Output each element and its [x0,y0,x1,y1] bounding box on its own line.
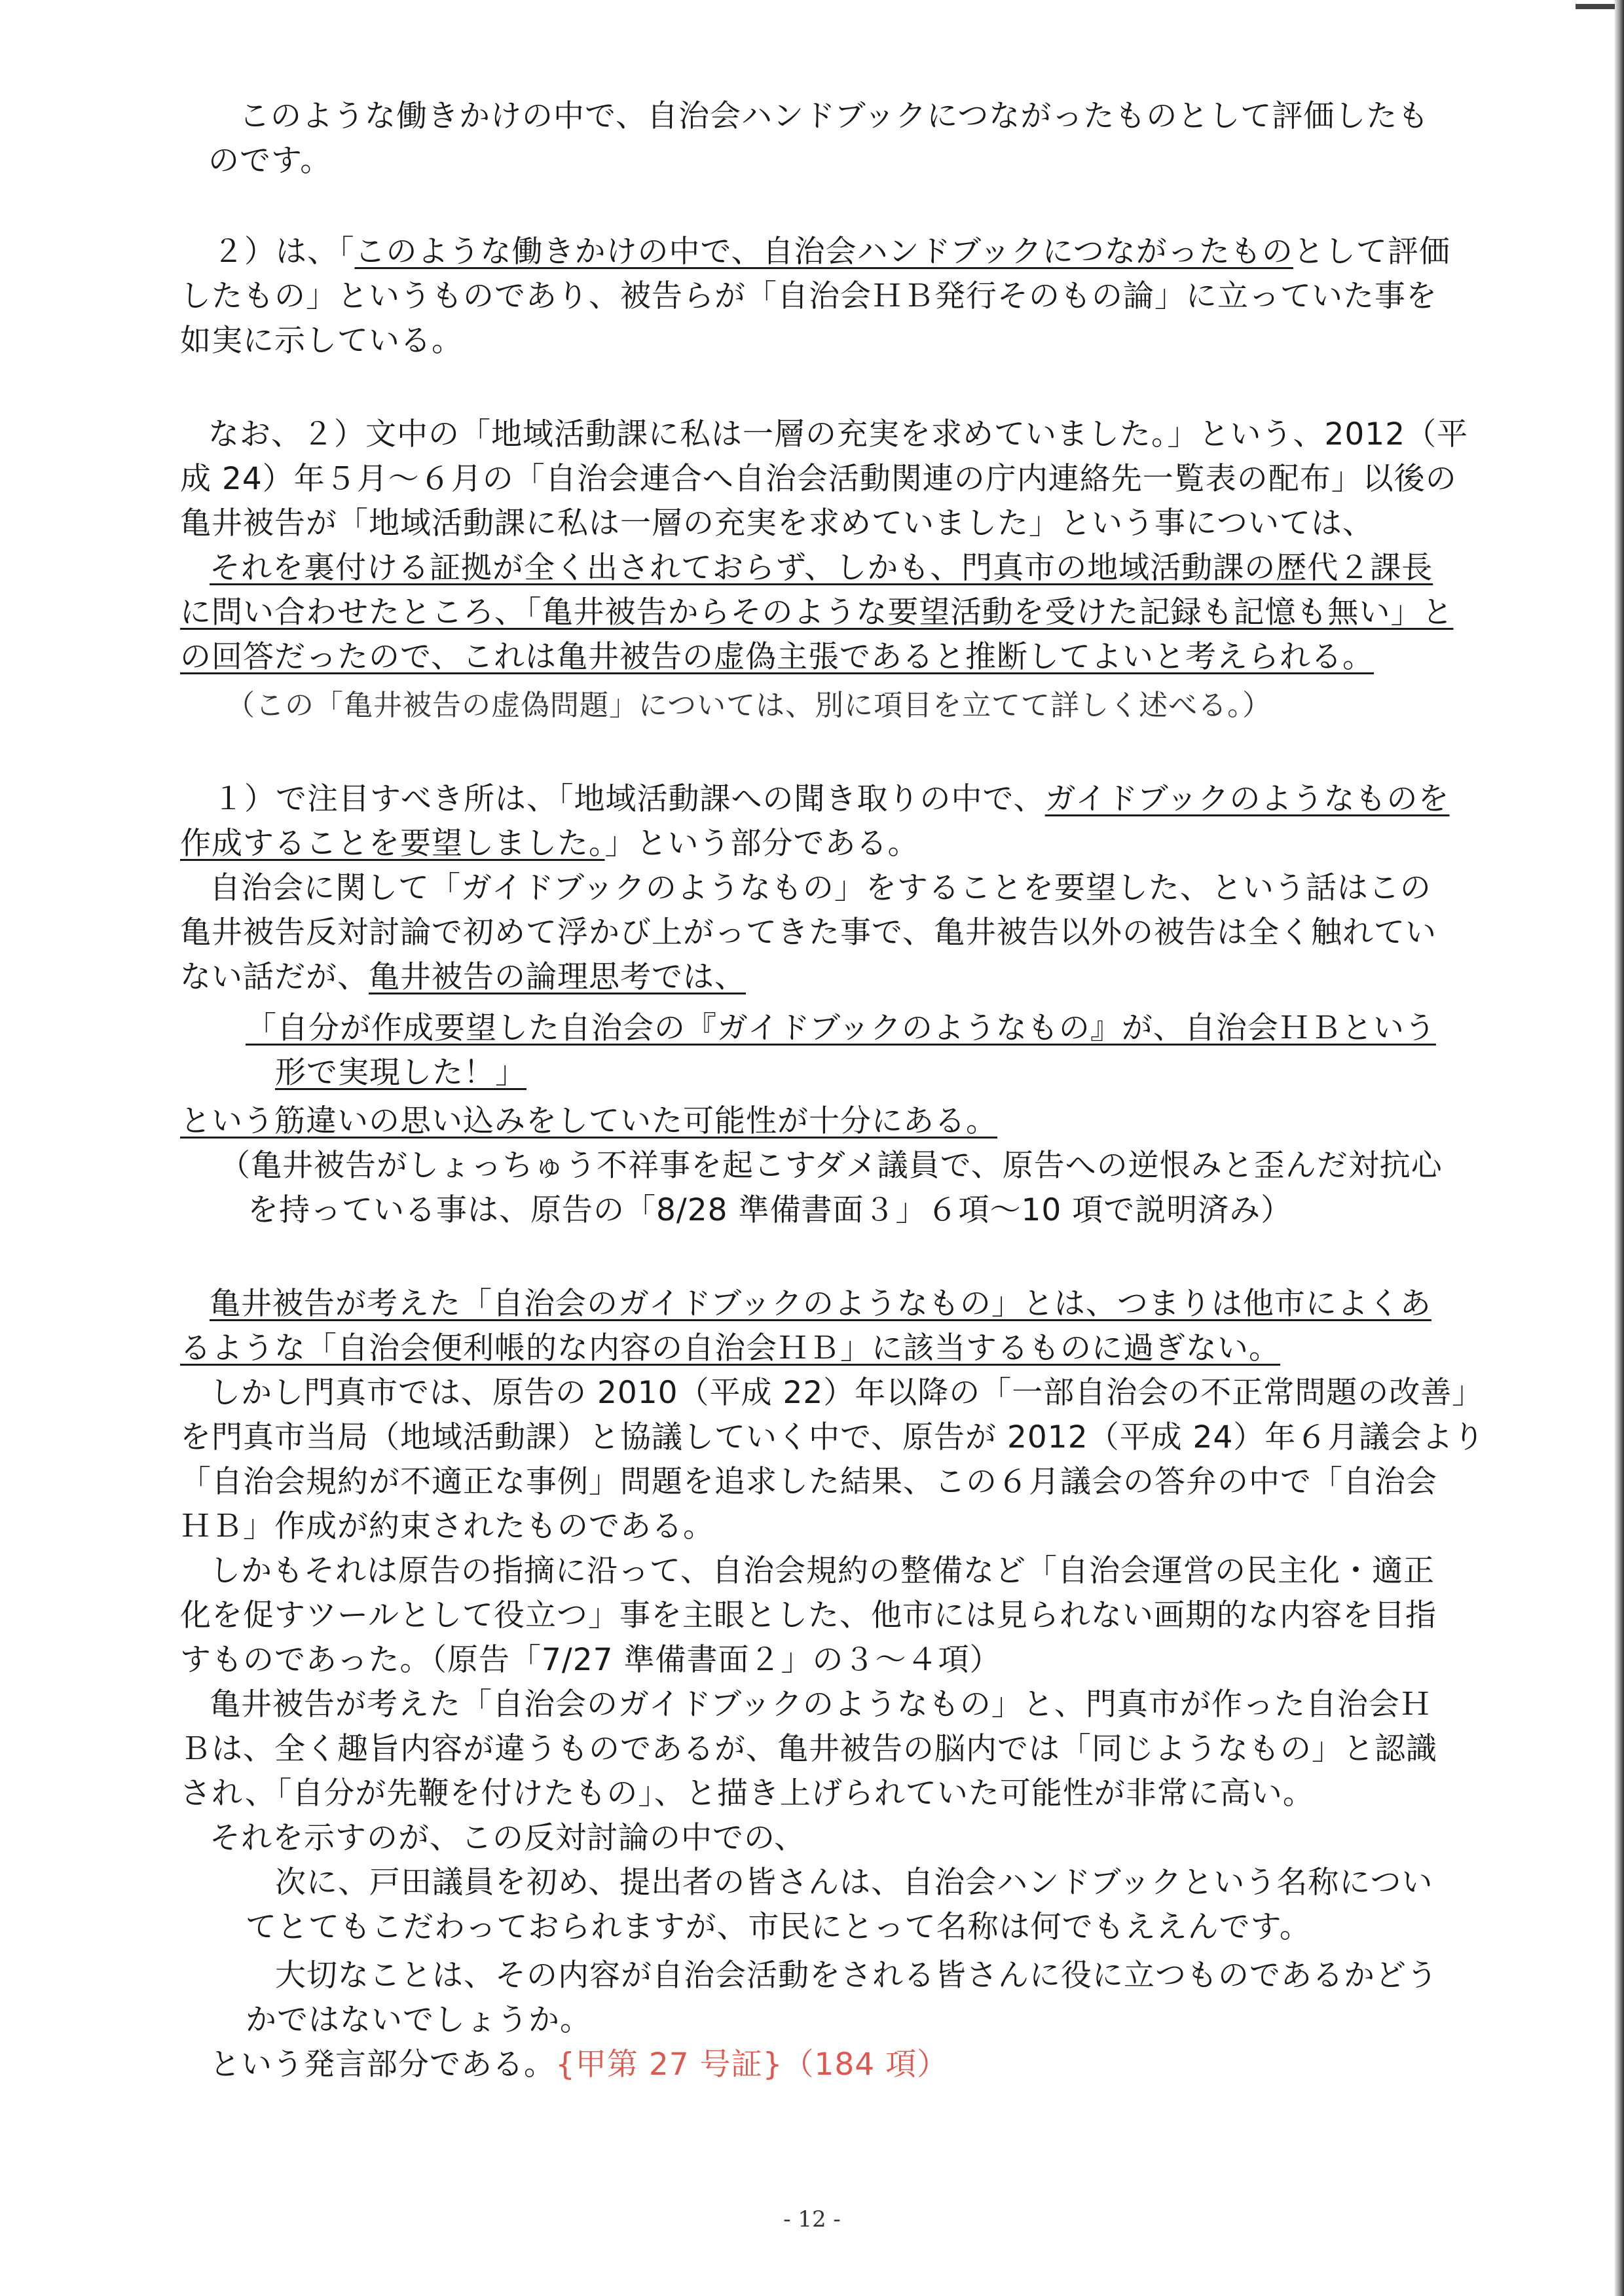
text-line: （この「亀井被告の虚偽問題」については、別に項目を立てて詳しく述べる。） [226,689,1272,722]
text-line: を持っている事は、原告の「8/28 準備書面３」６項～10 項で説明済み） [248,1192,1293,1228]
text-line: 次に、戸田議員を初め、提出者の皆さんは、自治会ハンドブックという名称につい [275,1865,1433,1901]
text-line: ない話だが、亀井被告の論理思考では、 [180,959,746,995]
text-line: 亀井被告が「地域活動課に私は一層の充実を求めていました」という事については、 [180,505,1375,541]
text-line: 「自治会規約が不適正な事例」問題を追求した結果、この６月議会の答弁の中で「自治会 [180,1464,1437,1500]
text-line: 亀井被告が考えた「自治会のガイドブックのようなもの」と、門真市が作った自治会Ｈ [210,1686,1431,1722]
text-line: てとてもこだわっておられますが、市民にとって名称は何でもええんです。 [246,1909,1311,1945]
text-line: それを裏付ける証拠が全く出されておらず、しかも、門真市の地域活動課の歴代２課長 [210,550,1433,586]
text-line: それを示すのが、この反対討論の中での、 [210,1820,806,1856]
text-line: に問い合わせたところ、「亀井被告からそのような要望活動を受けた記録も記憶も無い」と [180,594,1454,630]
text-line: を門真市当局（地域活動課）と協議していく中で、原告が 2012（平成 24）年６月議会より [180,1419,1485,1455]
text-line: 亀井被告反対討論で初めて浮かび上がってきた事で、亀井被告以外の被告は全く触れてい [180,915,1437,951]
evidence-reference: {甲第 27 号証}（184 項） [555,2047,949,2083]
text-line: したもの」というものであり、被告らが「自治会ＨＢ発行そのもの論」に立っていた事を [180,278,1437,314]
text-line: かではないでしょうか。 [246,2002,591,2038]
text-line: 成 24）年５月～６月の「自治会連合へ自治会活動関連の庁内連絡先一覧表の配布」以後の [180,461,1457,497]
text-line: のです。 [208,143,332,179]
text-line: という筋違いの思い込みをしていた可能性が十分にある。 [180,1103,997,1139]
text-line: 如実に示している。 [180,323,463,359]
text-line: なお、２）文中の「地域活動課に私は一層の充実を求めていました。」という、2012（平 [208,416,1469,452]
text-line: ２）は、「このような働きかけの中で、自治会ハンドブックにつながったものとして評価 [213,234,1450,270]
text-line: １）で注目すべき所は、「地域活動課への聞き取りの中で、ガイドブックのようなものを [213,781,1450,817]
text-line: という発言部分である。{甲第 27 号証}（184 項） [210,2047,949,2083]
page-number: - 12 - [783,2206,841,2232]
text-line: しかもそれは原告の指摘に沿って、自治会規約の整備など「自治会運営の民主化・適正 [210,1553,1435,1589]
text-line: 亀井被告が考えた「自治会のガイドブックのようなもの」とは、つまりは他市によくあ [210,1286,1431,1322]
text-line: しかし門真市では、原告の 2010（平成 22）年以降の「一部自治会の不正常問題の改善」 [210,1375,1484,1411]
text-line: され、「自分が先鞭を付けたもの」、と描き上げられていた可能性が非常に高い。 [180,1776,1314,1812]
page-edge-mark [1576,4,1615,9]
text-line: 形で実現した！」 [275,1055,526,1091]
text-line: 化を促すツールとして役立つ」事を主眼とした、他市には見られない画期的な内容を目指 [180,1597,1437,1633]
text-line: の回答だったので、これは亀井被告の虚偽主張であると推断してよいと考えられる。 [180,639,1375,675]
text-line: 大切なことは、その内容が自治会活動をされる皆さんに役に立つものであるかどう [275,1958,1438,1994]
text-line: るような「自治会便利帳的な内容の自治会ＨＢ」に該当するものに過ぎない。 [180,1330,1280,1366]
text-line: 作成することを要望しました。」という部分である。 [180,826,919,862]
text-line: ＨＢ」作成が約束されたものである。 [180,1508,714,1544]
page-edge-shadow [1615,0,1624,2296]
text-line: 「自分が作成要望した自治会の『ガイドブックのようなもの』が、自治会ＨＢという [246,1010,1436,1046]
text-line: すものであった。（原告「7/27 準備書面２」の３～４項） [180,1642,1001,1678]
text-line: Ｂは、全く趣旨内容が違うものであるが、亀井被告の脳内では「同じようなもの」と認識 [180,1731,1437,1767]
text-line: （亀井被告がしょっちゅう不祥事を起こすダメ議員で、原告への逆恨みと歪んだ対抗心 [219,1148,1443,1184]
text-line: 自治会に関して「ガイドブックのようなもの」をすることを要望した、という話はこの [210,870,1431,906]
text-line: このような働きかけの中で、自治会ハンドブックにつながったものとして評価したも [239,98,1430,134]
